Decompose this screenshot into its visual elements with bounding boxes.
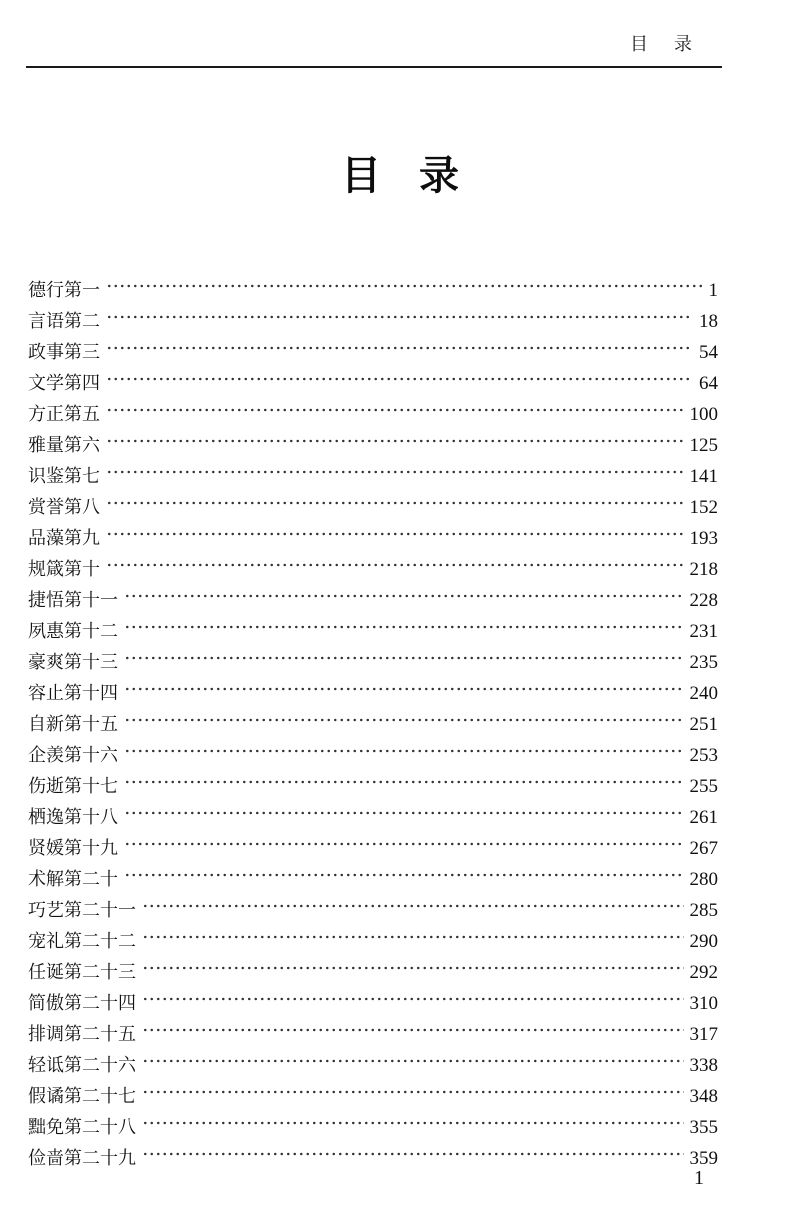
toc-entry-page-number: 193 (689, 528, 718, 549)
toc-entry-page-number: 310 (689, 993, 718, 1014)
toc-entry-title: 巧艺第二十一 (28, 900, 136, 921)
toc-entry-title: 政事第三 (28, 342, 100, 363)
dot-leader (142, 947, 684, 978)
toc-entry-title: 雅量第六 (28, 435, 100, 456)
toc-entry-title: 容止第十四 (28, 683, 118, 704)
dot-leader (106, 265, 703, 296)
dot-leader (142, 885, 684, 916)
dot-leader (106, 358, 693, 389)
toc-entry[interactable] (28, 327, 718, 363)
toc-entry-page-number: 100 (689, 404, 718, 425)
toc-entry-title: 豪爽第十三 (28, 652, 118, 673)
toc-entry-title: 夙惠第十二 (28, 621, 118, 642)
dot-leader (142, 1071, 684, 1102)
toc-entry[interactable] (28, 358, 718, 394)
toc-entry-page-number: 141 (689, 466, 718, 487)
toc-entry-title: 言语第二 (28, 311, 100, 332)
toc-entry-page-number: 125 (689, 435, 718, 456)
toc-entry-page-number: 338 (689, 1055, 718, 1076)
dot-leader (106, 544, 684, 575)
toc-entry-page-number: 285 (689, 900, 718, 921)
header-rule (26, 66, 722, 68)
toc-entry-page-number: 235 (689, 652, 718, 673)
toc-entry-title: 黜免第二十八 (28, 1117, 136, 1138)
toc-entry-title: 假谲第二十七 (28, 1086, 136, 1107)
toc-entry-page-number: 218 (689, 559, 718, 580)
toc-entry[interactable] (28, 451, 718, 487)
dot-leader (124, 606, 684, 637)
dot-leader (124, 699, 684, 730)
toc-entry[interactable] (28, 513, 718, 549)
toc-entry[interactable] (28, 668, 718, 704)
toc-entry[interactable] (28, 854, 718, 890)
toc-entry-title: 轻诋第二十六 (28, 1055, 136, 1076)
toc-entry-page-number: 251 (689, 714, 718, 735)
dot-leader (124, 637, 684, 668)
toc-entry-title: 德行第一 (28, 280, 100, 301)
toc-entry-page-number: 18 (699, 311, 718, 332)
toc-entry-title: 识鉴第七 (28, 466, 100, 487)
dot-leader (106, 513, 684, 544)
toc-entry[interactable] (28, 637, 718, 673)
page-number: 1 (694, 1167, 704, 1189)
toc-entry[interactable] (28, 730, 718, 766)
dot-leader (106, 327, 693, 358)
toc-entry[interactable] (28, 420, 718, 456)
toc-entry-page-number: 228 (689, 590, 718, 611)
toc-entry-title: 文学第四 (28, 373, 100, 394)
toc-entry[interactable] (28, 544, 718, 580)
toc-entry[interactable] (28, 482, 718, 518)
dot-leader (124, 854, 684, 885)
table-of-contents (28, 265, 718, 1169)
toc-entry-page-number: 240 (689, 683, 718, 704)
toc-entry-page-number: 317 (689, 1024, 718, 1045)
dot-leader (124, 792, 684, 823)
dot-leader (124, 730, 684, 761)
toc-entry[interactable] (28, 389, 718, 425)
running-header (0, 0, 800, 70)
toc-entry-title: 术解第二十 (28, 869, 118, 890)
toc-entry-page-number: 64 (699, 373, 718, 394)
toc-entry-page-number: 152 (689, 497, 718, 518)
toc-entry-title: 任诞第二十三 (28, 962, 136, 983)
toc-entry-page-number: 1 (708, 280, 718, 301)
toc-entry-page-number: 359 (689, 1148, 718, 1169)
toc-entry-title: 规箴第十 (28, 559, 100, 580)
toc-entry[interactable] (28, 296, 718, 332)
toc-entry-title: 赏誉第八 (28, 497, 100, 518)
dot-leader (142, 978, 684, 1009)
dot-leader (142, 916, 684, 947)
running-header-title: 目录 (630, 34, 718, 55)
toc-entry-title: 方正第五 (28, 404, 100, 425)
toc-entry-page-number: 280 (689, 869, 718, 890)
toc-entry-title: 简傲第二十四 (28, 993, 136, 1014)
toc-entry-title: 捷悟第十一 (28, 590, 118, 611)
dot-leader (106, 420, 684, 451)
dot-leader (142, 1102, 684, 1133)
toc-entry[interactable] (28, 265, 718, 301)
toc-entry-page-number: 290 (689, 931, 718, 952)
toc-entry-page-number: 261 (689, 807, 718, 828)
dot-leader (124, 668, 684, 699)
toc-entry-title: 自新第十五 (28, 714, 118, 735)
toc-entry-page-number: 292 (689, 962, 718, 983)
toc-entry[interactable] (28, 575, 718, 611)
toc-entry[interactable] (28, 606, 718, 642)
toc-entry-title: 贤媛第十九 (28, 838, 118, 859)
dot-leader (106, 482, 684, 513)
toc-entry-page-number: 54 (699, 342, 718, 363)
dot-leader (124, 823, 684, 854)
toc-entry-title: 排调第二十五 (28, 1024, 136, 1045)
toc-entry-title: 伤逝第十七 (28, 776, 118, 797)
toc-entry-title: 栖逸第十八 (28, 807, 118, 828)
toc-entry[interactable] (28, 823, 718, 859)
toc-entry-page-number: 348 (689, 1086, 718, 1107)
toc-entry-page-number: 355 (689, 1117, 718, 1138)
dot-leader (142, 1009, 684, 1040)
dot-leader (106, 296, 693, 327)
toc-entry-page-number: 253 (689, 745, 718, 766)
dot-leader (142, 1040, 684, 1071)
toc-entry[interactable] (28, 792, 718, 828)
dot-leader (124, 761, 684, 792)
toc-entry-title: 宠礼第二十二 (28, 931, 136, 952)
toc-entry[interactable] (28, 699, 718, 735)
toc-entry-page-number: 231 (689, 621, 718, 642)
toc-entry-page-number: 267 (689, 838, 718, 859)
toc-entry-title: 品藻第九 (28, 528, 100, 549)
toc-entry[interactable] (28, 761, 718, 797)
page-title: 目录 (341, 152, 497, 199)
dot-leader (142, 1133, 684, 1164)
dot-leader (106, 451, 684, 482)
toc-entry-title: 企羡第十六 (28, 745, 118, 766)
toc-entry[interactable] (28, 885, 718, 921)
dot-leader (124, 575, 684, 606)
toc-entry-page-number: 255 (689, 776, 718, 797)
dot-leader (106, 389, 684, 420)
toc-entry-title: 俭啬第二十九 (28, 1148, 136, 1169)
